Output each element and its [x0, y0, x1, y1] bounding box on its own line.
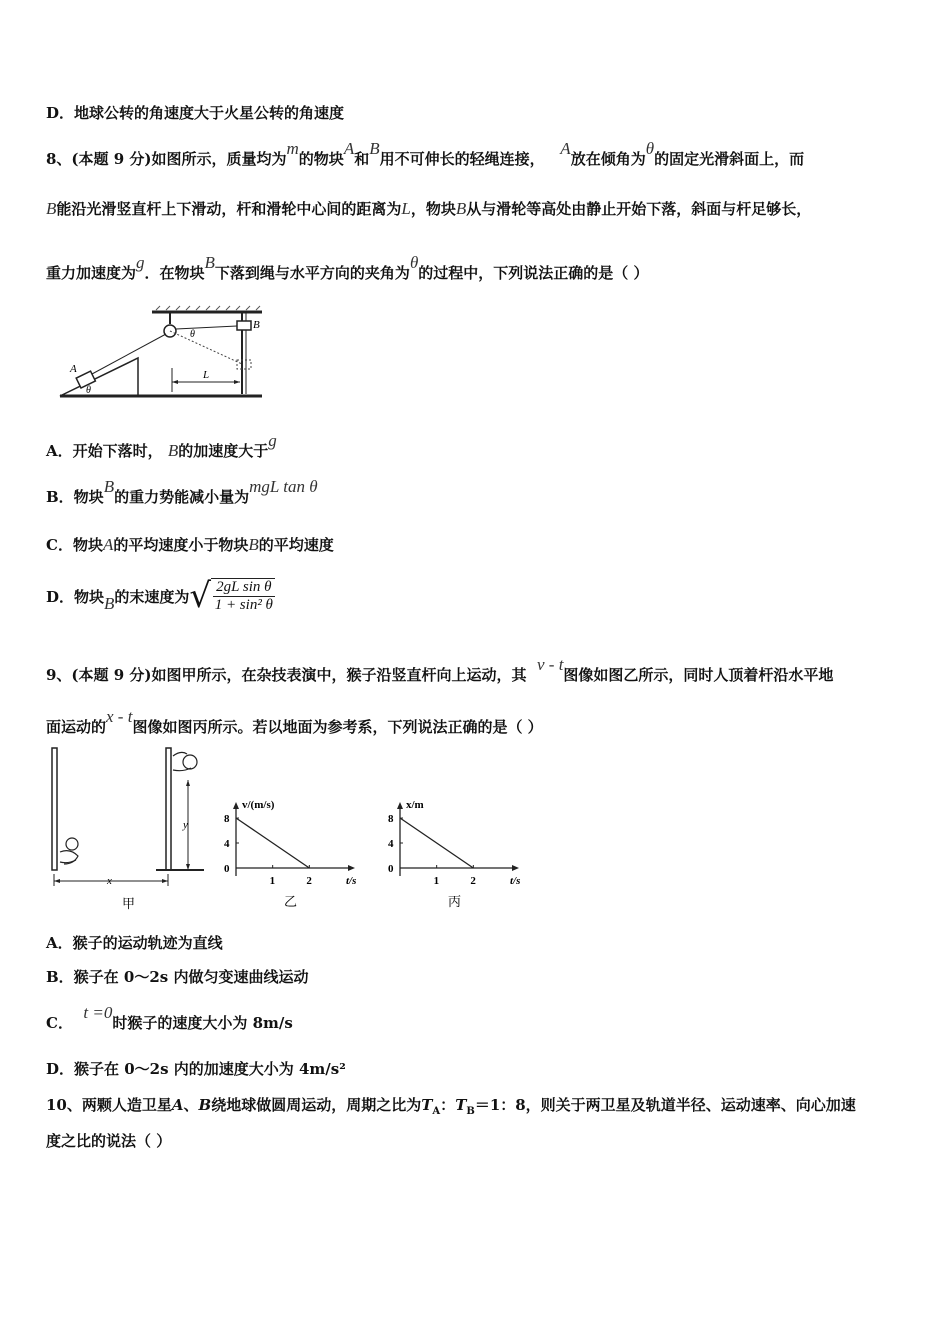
- q10-sub-a: A: [432, 1106, 441, 1117]
- chart-caption: 丙: [448, 895, 462, 910]
- incline-theta-label: θ: [86, 385, 91, 396]
- q8-var-theta: θ: [645, 139, 655, 158]
- block-b-label: B: [253, 319, 260, 331]
- q8-var-a: A: [343, 139, 355, 158]
- x-tick-label: 1: [269, 875, 276, 887]
- q8-stem-line-1: [46, 139, 805, 169]
- y-tick-label: 0: [224, 863, 230, 875]
- monkey-left: [60, 838, 78, 864]
- block-a-label: A: [70, 363, 77, 375]
- q8-var-b: B: [455, 199, 467, 218]
- q8-sqrt-expr: [211, 578, 274, 614]
- q10-sub-b: B: [466, 1106, 475, 1117]
- q8-text: 下落到绳与水平方向的夹角为: [214, 264, 410, 282]
- q8-denominator: 1 + sin² θ: [214, 597, 273, 613]
- label-y: y: [183, 819, 188, 831]
- data-line: [236, 818, 309, 868]
- q8-text: 的固定光滑斜面上，而: [654, 150, 805, 168]
- y-tick-label: 8: [388, 813, 394, 825]
- q9-option-c-text: 时猴子的速度大小为 8m/s: [112, 1014, 293, 1032]
- x-tick-label: 2: [470, 875, 476, 887]
- q9-stem-line-1: [46, 655, 834, 685]
- q8-var-a: A: [560, 139, 571, 158]
- q8-text: ．在物块: [144, 264, 205, 282]
- chart-caption: 乙: [284, 895, 298, 910]
- q8-option-a: [46, 431, 277, 461]
- q10-var-b: B: [198, 1096, 212, 1114]
- angle-theta-label: θ: [190, 329, 195, 340]
- q10-text: ＝1：8，则关于两卫星及轨道半径、运动速率、向心加速: [474, 1096, 856, 1114]
- q8-option-c-text: 的平均速度: [258, 536, 334, 554]
- q8-text: 放在倾角为: [570, 150, 646, 168]
- block-b: [237, 321, 251, 330]
- x-axis-arrow: [348, 865, 355, 871]
- q8-option-b: [46, 477, 318, 507]
- q9-option-d: D．猴子在 0～2s 内的加速度大小为 4m/s²: [46, 1060, 346, 1078]
- q9-option-c-text: C．: [46, 1014, 73, 1032]
- q9-vt: v - t: [536, 655, 564, 674]
- q8-expr-mgltan: mgL tan θ: [249, 477, 318, 496]
- q9-text: 面运动的: [46, 718, 107, 736]
- monkey-right: [173, 752, 197, 770]
- q10-text: ：: [440, 1096, 456, 1114]
- q8-text: 和: [354, 150, 370, 168]
- sqrt-symbol: √: [189, 576, 212, 616]
- q9-option-c: [46, 1003, 293, 1033]
- dimension-l-label: L: [203, 369, 210, 381]
- q9-chart-bing: [380, 790, 530, 914]
- pole-right: [166, 748, 171, 870]
- q8-var-b: B: [167, 441, 179, 460]
- y-tick-label: 4: [388, 838, 394, 850]
- data-line: [400, 818, 473, 868]
- q9-stem-line-2: [46, 707, 543, 737]
- q8-text: ，物块: [410, 200, 456, 218]
- y-tick-label: 4: [224, 838, 230, 850]
- q8-var-a: A: [102, 535, 114, 554]
- y-tick-label: 0: [388, 863, 394, 875]
- label-x: x: [107, 875, 112, 887]
- q10-var-tb: T: [455, 1096, 467, 1114]
- q8-text: 用不可伸长的轻绳连接，: [379, 150, 545, 168]
- x-tick-label: 1: [433, 875, 440, 887]
- y-axis-arrow: [397, 802, 403, 809]
- q8-var-b: B: [46, 199, 57, 218]
- q8-option-d-text: D．物块: [46, 587, 105, 606]
- q8-text: 从与滑轮等高处由静止开始下落，斜面与杆足够长，: [466, 200, 812, 218]
- q9-text: 9、(本题 9 分)如图甲所示，在杂技表演中，猴子沿竖直杆向上运动，其: [46, 666, 527, 684]
- q8-text: 能沿光滑竖直杆上下滑动，杆和滑轮中心间的距离为: [56, 200, 402, 218]
- q9-option-b: B．猴子在 0～2s 内做匀变速曲线运动: [46, 968, 309, 986]
- q8-option-a-text: 的加速度大于: [178, 442, 269, 460]
- q10-var-a: A: [171, 1096, 184, 1114]
- q8-option-c: [46, 534, 334, 555]
- q10-text: 、: [183, 1096, 199, 1114]
- q10-text: 10、两颗人造卫星: [46, 1096, 172, 1114]
- q7-option-d: D．地球公转的角速度大于火星公转的角速度: [46, 104, 345, 122]
- q8-var-b: B: [369, 139, 380, 158]
- pole-left: [52, 748, 57, 870]
- q8-text: 的物块: [298, 150, 344, 168]
- caption-jia: 甲: [122, 897, 136, 912]
- q8-var-l: L: [401, 199, 411, 218]
- q8-option-b-text: B．物块: [46, 488, 104, 506]
- q8-var-b: B: [104, 594, 115, 613]
- y-axis-arrow: [233, 802, 239, 809]
- q8-option-c-text: C．物块: [46, 536, 103, 554]
- q8-option-d: [46, 570, 275, 622]
- q8-option-d-text: 的末速度为: [114, 587, 190, 606]
- q8-var-m: m: [286, 139, 299, 158]
- q8-option-c-text: 的平均速度小于物块: [113, 536, 249, 554]
- q10-var-ta: T: [421, 1096, 433, 1114]
- y-axis-label: v/(m/s): [242, 799, 275, 811]
- q8-var-b: B: [103, 477, 115, 496]
- q8-var-theta: θ: [409, 253, 419, 272]
- q9-xt: x - t: [106, 707, 133, 726]
- q8-numerator: 2gL sin θ: [213, 579, 274, 597]
- q10-stem-line-1: [46, 1094, 856, 1117]
- q8-figure: [56, 302, 268, 402]
- x-axis-arrow: [512, 865, 519, 871]
- q9-chart-yi: [216, 790, 366, 914]
- q8-option-b-text: 的重力势能减小量为: [114, 488, 250, 506]
- q8-option-a-text: A．开始下落时，: [46, 442, 163, 460]
- q8-text: 的过程中，下列说法正确的是（ ）: [418, 264, 649, 282]
- q9-expr-t0: t =0: [83, 1003, 113, 1022]
- q9-text: 图像如图丙所示。若以地面为参考系，下列说法正确的是（ ）: [132, 718, 543, 736]
- q8-var-g: g: [136, 253, 145, 272]
- q10-text: 绕地球做圆周运动，周期之比为: [211, 1096, 422, 1114]
- q8-stem-line-3: [46, 253, 649, 283]
- q8-fraction: [213, 579, 274, 614]
- x-tick-label: 2: [306, 875, 312, 887]
- y-tick-label: 8: [224, 813, 230, 825]
- q8-var-g: g: [268, 431, 277, 450]
- q10-stem-line-2: 度之比的说法（ ）: [46, 1132, 172, 1150]
- q9-figure-jia: [46, 744, 216, 914]
- x-axis-label: t/s: [346, 875, 357, 887]
- ceiling-hatch: [156, 306, 260, 310]
- q8-var-b: B: [204, 253, 215, 272]
- y-axis-label: x/m: [406, 799, 424, 811]
- q9-text: 图像如图乙所示，同时人顶着杆沿水平地: [563, 666, 834, 684]
- q8-text: 8、(本题 9 分)如图所示，质量均为: [46, 150, 287, 168]
- q8-text: 重力加速度为: [46, 264, 137, 282]
- q8-var-b: B: [248, 535, 259, 554]
- x-axis-label: t/s: [510, 875, 521, 887]
- q9-option-a: A．猴子的运动轨迹为直线: [46, 934, 223, 952]
- q8-stem-line-2: [46, 198, 811, 219]
